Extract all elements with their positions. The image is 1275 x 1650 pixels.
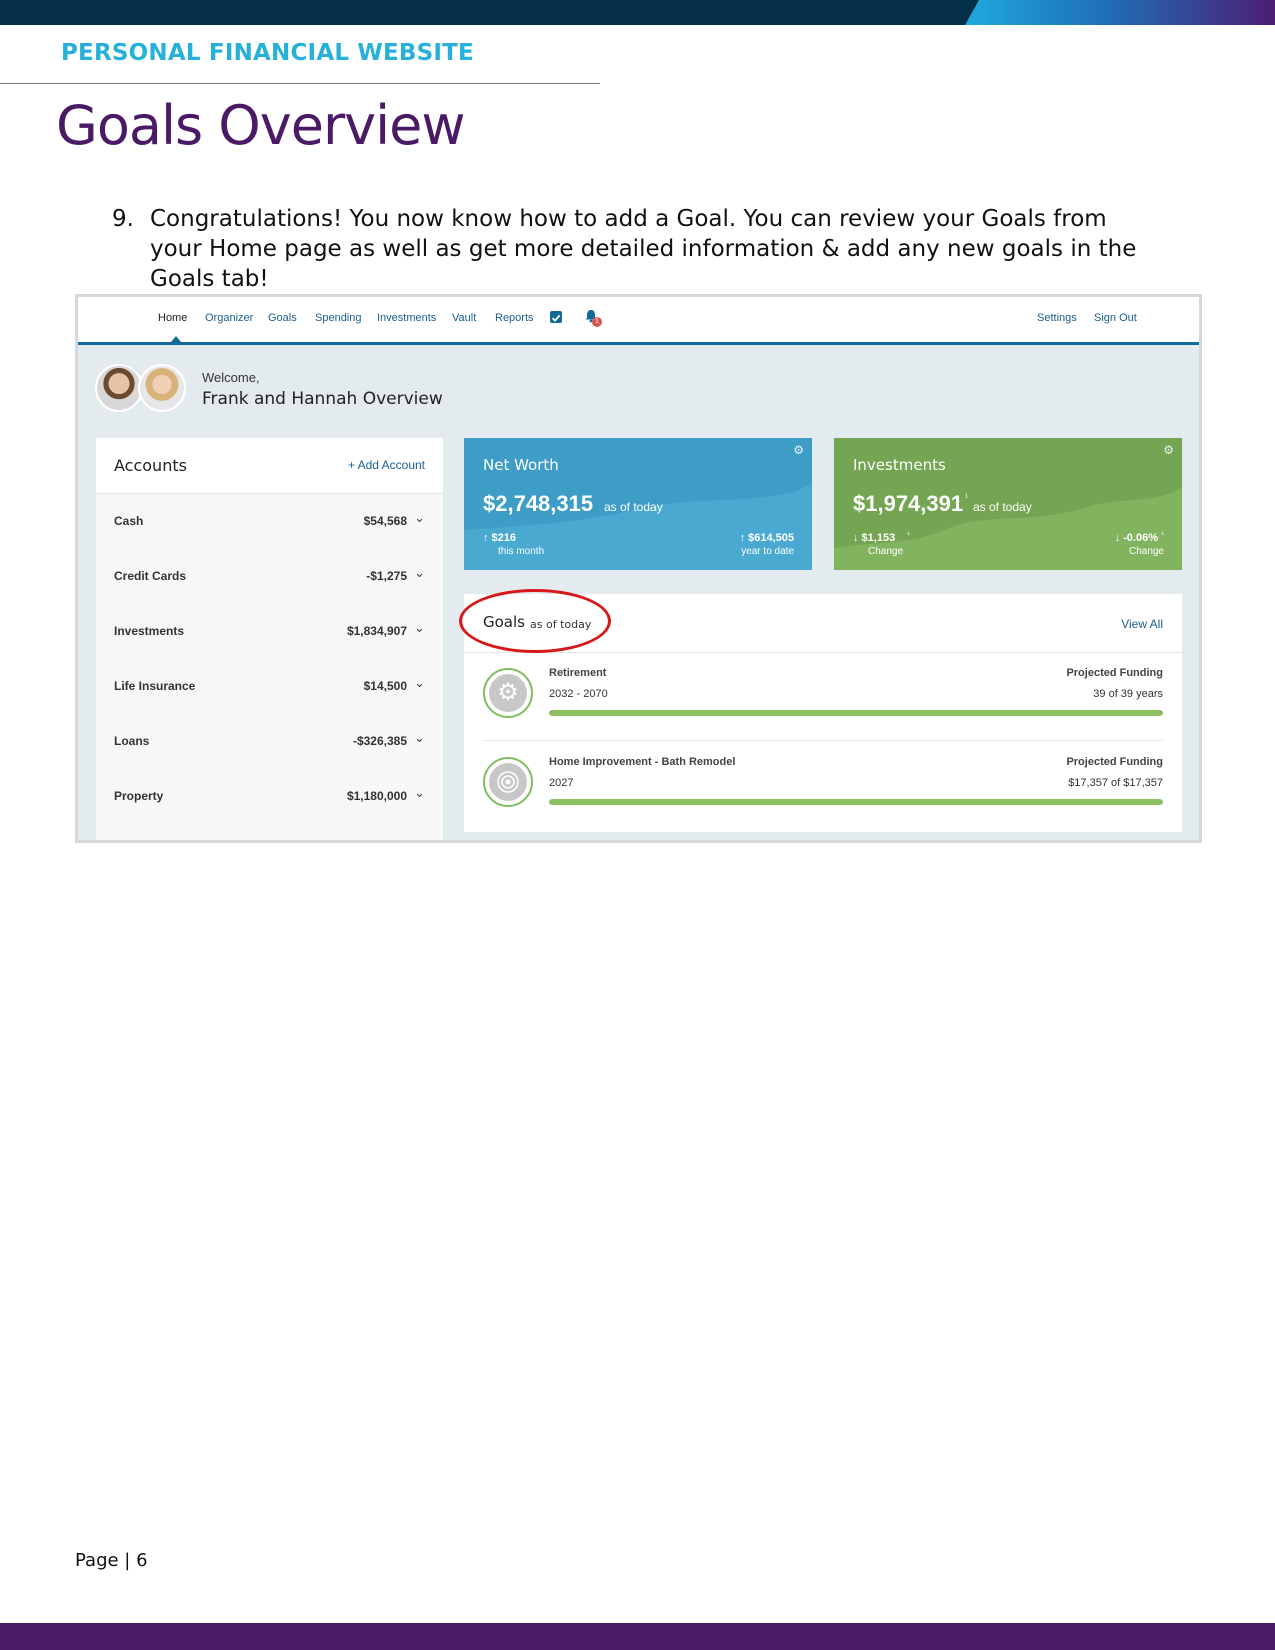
goal-progress-bar (549, 799, 1163, 805)
goal-divider (483, 740, 1163, 741)
chevron-down-icon[interactable]: ⌄ (414, 620, 425, 635)
goal-progress-text: 39 of 39 years (1093, 688, 1163, 700)
nav-investments[interactable]: Investments (377, 312, 437, 324)
account-row-partial (96, 824, 443, 843)
account-value: $14,500 (363, 679, 407, 693)
bell-icon[interactable] (584, 309, 602, 327)
investments-change-percent: ↓ -0.06% (1114, 532, 1158, 544)
accounts-panel (96, 438, 443, 843)
step-text: Congratulations! You now know how to add a Goal. You can review your Goals from your Home page as well as get more detailed information & add any new goals in the Goals tab! (150, 206, 1137, 292)
account-name: Loans (114, 734, 150, 748)
account-row-investments[interactable] (96, 604, 443, 660)
account-value: -$1,275 (366, 569, 407, 583)
goal-years: 2027 (549, 777, 574, 789)
goal-name: Home Improvement - Bath Remodel (549, 756, 736, 768)
goals-title: Goals (483, 613, 525, 631)
checkbox-icon[interactable] (550, 311, 562, 323)
goals-divider (464, 652, 1182, 653)
welcome-name: Frank and Hannah Overview (202, 389, 443, 409)
nav-reports[interactable]: Reports (495, 312, 534, 324)
accounts-header (96, 438, 443, 494)
account-row-life-insurance[interactable] (96, 659, 443, 715)
accounts-title: Accounts (114, 456, 187, 475)
goal-progress-text: $17,357 of $17,357 (1068, 777, 1163, 789)
footnote-mark: ¹ (1161, 530, 1164, 539)
welcome-greeting: Welcome, (202, 370, 260, 385)
goal-progress-fill (549, 799, 1163, 805)
chevron-down-icon[interactable]: ⌄ (414, 785, 425, 800)
account-name: Credit Cards (114, 569, 187, 583)
page-number: Page | 6 (75, 1550, 148, 1571)
gear-icon[interactable]: ⚙ (793, 443, 804, 457)
add-account-button[interactable]: + Add Account (347, 458, 425, 472)
account-value: $54,568 (363, 514, 407, 528)
goal-progress-fill (549, 710, 1163, 716)
chevron-down-icon[interactable]: ⌄ (414, 675, 425, 690)
goal-funding-label: Projected Funding (1066, 756, 1163, 768)
account-name: Property (114, 789, 164, 803)
footer-bar (0, 1623, 1275, 1650)
investments-value: $1,974,391 (853, 491, 964, 516)
chevron-down-icon[interactable]: ⌄ (414, 730, 425, 745)
step-number: 9. (112, 206, 134, 232)
net-worth-ytd-change: ↑ $614,505 (739, 532, 794, 544)
account-value: -$326,385 (352, 734, 407, 748)
net-worth-month-label: this month (498, 546, 545, 557)
nav-settings[interactable]: Settings (1037, 312, 1077, 324)
investments-card[interactable] (834, 438, 1182, 570)
chevron-down-icon[interactable]: ⌄ (414, 565, 425, 580)
investments-title: Investments (853, 456, 946, 474)
target-icon (483, 757, 533, 807)
account-name: Investments (114, 624, 185, 638)
account-row-cash[interactable] (96, 494, 443, 550)
goals-as-of: as of today (530, 618, 592, 631)
notification-badge: 1 (592, 317, 602, 327)
avatar-hannah (138, 364, 186, 412)
goal-progress-bar (549, 710, 1163, 716)
investments-as-of: as of today (973, 500, 1032, 514)
top-navigation (78, 297, 1199, 345)
account-row-credit-cards[interactable] (96, 549, 443, 605)
active-tab-caret (171, 336, 181, 342)
gear-icon: ⚙ (483, 668, 533, 718)
header-bar (0, 0, 1275, 25)
net-worth-value: $2,748,315 (483, 491, 594, 516)
goal-name: Retirement (549, 667, 607, 679)
goal-funding-label: Projected Funding (1066, 667, 1163, 679)
header-accent (965, 0, 1275, 25)
investments-change: ↓ $1,153 (853, 532, 896, 544)
footnote-mark: ¹ (965, 492, 968, 502)
net-worth-month-change: ↑ $216 (483, 532, 517, 544)
account-value: $1,834,907 (346, 624, 407, 638)
subtitle-rule (0, 83, 600, 84)
nav-goals[interactable]: Goals (268, 312, 297, 324)
account-name: Life Insurance (114, 679, 196, 693)
document-subtitle: PERSONAL FINANCIAL WEBSITE (61, 40, 474, 66)
view-all-link[interactable]: View All (1121, 617, 1163, 631)
nav-home[interactable]: Home (158, 312, 188, 324)
document-title: Goals Overview (56, 94, 465, 157)
avatar-frank (95, 364, 143, 412)
embedded-screenshot (75, 294, 1202, 843)
gear-icon[interactable]: ⚙ (1163, 443, 1174, 457)
nav-spending[interactable]: Spending (315, 312, 362, 324)
account-value: $1,180,000 (346, 789, 407, 803)
nav-sign-out[interactable]: Sign Out (1094, 312, 1137, 324)
investments-change-label: Change (868, 546, 904, 557)
goal-years: 2032 - 2070 (549, 688, 608, 700)
account-name: Cash (114, 514, 144, 528)
account-row-loans[interactable] (96, 714, 443, 770)
chevron-down-icon[interactable]: ⌄ (414, 510, 425, 525)
goals-callout-ellipse (459, 589, 611, 653)
investments-percent-label: Change (1128, 546, 1164, 557)
nav-vault[interactable]: Vault (452, 312, 477, 324)
net-worth-as-of: as of today (604, 500, 663, 514)
nav-organizer[interactable]: Organizer (205, 312, 254, 324)
net-worth-ytd-label: year to date (741, 546, 794, 557)
account-row-property[interactable] (96, 769, 443, 825)
net-worth-card[interactable] (464, 438, 812, 570)
net-worth-title: Net Worth (483, 456, 559, 474)
footnote-mark: ¹ (907, 530, 910, 539)
